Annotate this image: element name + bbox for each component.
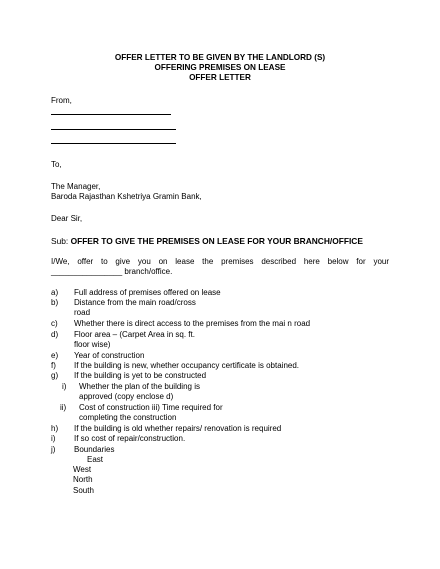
subject-prefix: Sub:: [51, 236, 69, 246]
item-g-label: g): [51, 371, 59, 380]
item-d-text-cont: floor wise): [74, 340, 111, 349]
item-e-label: e): [51, 351, 59, 360]
boundary-north: North: [73, 475, 93, 484]
item-f-text: If the building is new, whether occupancy certificate is obtained.: [74, 361, 300, 370]
item-b-text: Distance from the main road/cross: [74, 298, 196, 307]
header-line-3: OFFER LETTER: [189, 73, 251, 82]
item-a-label: a): [51, 288, 59, 297]
to-label: To,: [51, 160, 62, 169]
item-g-i-label: i): [62, 382, 67, 391]
item-g-ii-text: Cost of construction iii) Time required for: [79, 403, 223, 412]
item-d-text: Floor area – (Carpet Area in sq. ft.: [74, 330, 195, 339]
item-b-label: b): [51, 298, 59, 307]
item-i-text: If so cost of repair/construction.: [74, 434, 186, 443]
item-j-label: j): [51, 445, 56, 454]
header-line-1: OFFER LETTER TO BE GIVEN BY THE LANDLORD (S): [114, 53, 326, 62]
item-j-text: Boundaries: [74, 445, 115, 454]
item-c-text: Whether there is direct access to the premises from the mai n road: [74, 319, 311, 328]
item-i-label: i): [51, 434, 56, 443]
header-line-2: OFFERING PREMISES ON LEASE: [154, 63, 286, 72]
item-g-i-text-cont: approved (copy enclose d): [79, 392, 174, 401]
salutation: Dear Sir,: [51, 214, 83, 223]
addressee-line-2: Baroda Rajasthan Kshetriya Gramin Bank,: [51, 192, 202, 201]
boundary-east: East: [87, 455, 104, 464]
addressee-line-1: The Manager,: [51, 182, 101, 191]
item-g-ii-text-cont: completing the construction: [79, 413, 177, 422]
intro-line-2: ________________ branch/office.: [51, 267, 173, 276]
item-b-text-cont: road: [74, 308, 91, 317]
item-a-text: Full address of premises offered on lease: [74, 288, 221, 297]
item-f-label: f): [51, 361, 56, 370]
subject-line: [51, 236, 363, 247]
boundary-south: South: [73, 486, 94, 495]
item-g-ii-label: ii): [60, 403, 67, 412]
item-e-text: Year of construction: [74, 351, 145, 360]
boundary-west: West: [73, 465, 92, 474]
item-g-i-text: Whether the plan of the building is: [79, 382, 200, 391]
item-g-text: If the building is yet to be constructed: [74, 371, 207, 380]
intro-line-1: I/We, offer to give you on lease the premises described here below for your: [51, 257, 389, 266]
item-h-text: If the building is old whether repairs/ renovation is required: [74, 424, 282, 433]
subject-text: OFFER TO GIVE THE PREMISES ON LEASE FOR YOUR BRANCH/OFFICE: [70, 236, 363, 246]
item-d-label: d): [51, 330, 59, 339]
item-h-label: h): [51, 424, 59, 433]
from-blank-line-1: [51, 114, 171, 115]
from-blank-line-3: [51, 143, 176, 144]
from-blank-line-2: [51, 129, 176, 130]
item-c-label: c): [51, 319, 58, 328]
from-label: From,: [51, 96, 72, 105]
